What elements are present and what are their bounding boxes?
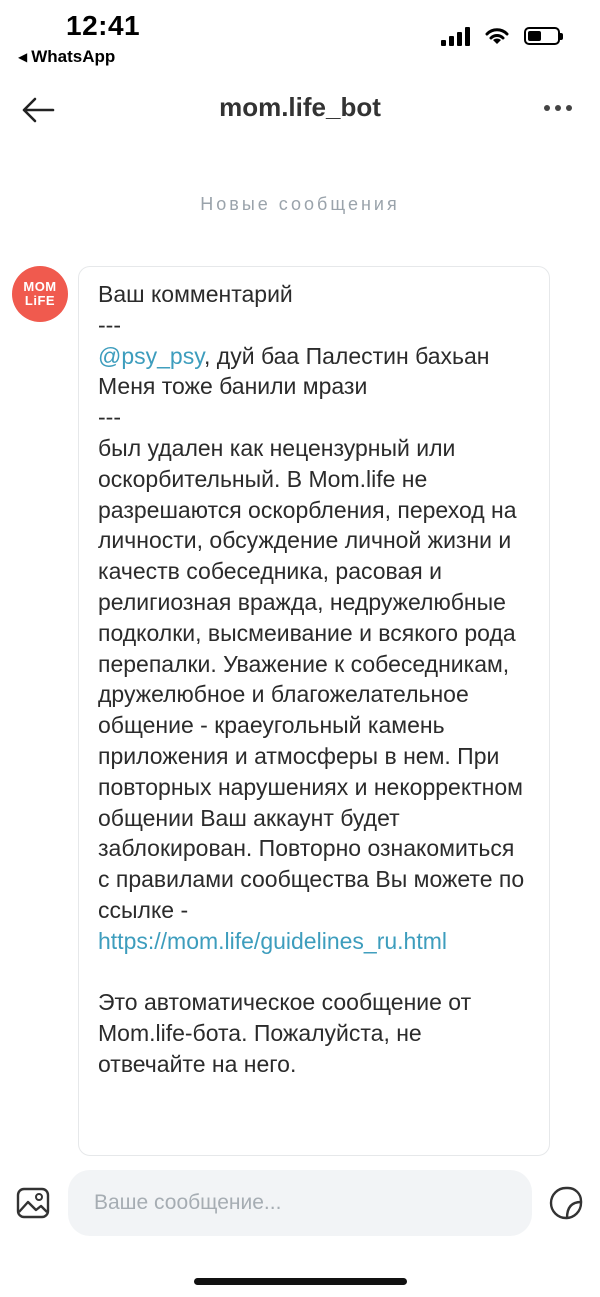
mention-link[interactable]: @psy_psy — [98, 342, 205, 369]
avatar-logo-line1: MOM — [23, 279, 57, 294]
message-separator: --- — [98, 311, 121, 338]
cellular-signal-icon — [441, 26, 470, 46]
attach-image-button[interactable] — [14, 1184, 52, 1222]
message-separator: --- — [98, 404, 121, 431]
message-bubble — [78, 266, 550, 1156]
status-icons — [441, 26, 560, 46]
image-icon — [16, 1187, 50, 1219]
sticker-button[interactable] — [547, 1184, 585, 1222]
message-input[interactable] — [92, 1190, 508, 1216]
message-body: был удален как нецензурный или оскорбительный. В Mom.life не разрешаются оскорбления, переход на личности, обсуждение личной жизни и качеств собеседника, расовая и религиозная вражда, недружелюбные подколки, высмеивание и всякого рода перепалки. Уважение к собеседникам, дружелюбное и благожелательное общение - краеугольный камень приложения и атмосферы в нем. При повторных нарушениях и некорректном общении Ваш аккаунт будет заблокирован. Повторно ознакомиться с правилами сообщества Вы можете по ссылке - — [98, 434, 531, 923]
home-indicator[interactable] — [194, 1278, 407, 1285]
wifi-icon — [484, 26, 510, 46]
message-title: Ваш комментарий — [98, 281, 293, 307]
quoted-comment: , дуй баа Палестин бахьан — [204, 342, 490, 369]
back-triangle-icon: ◀ — [18, 50, 28, 64]
back-app-label: WhatsApp — [31, 47, 116, 66]
back-to-app-link[interactable] — [18, 47, 115, 67]
battery-icon — [524, 27, 560, 45]
status-time: 12:41 — [66, 10, 141, 41]
guidelines-link[interactable]: https://mom.life/guidelines_ru.html — [98, 927, 447, 954]
chat-title: mom.life_bot — [219, 92, 381, 122]
new-messages-divider: Новые сообщения — [200, 194, 400, 214]
message-text — [98, 279, 531, 1080]
quoted-comment-line2: Меня тоже банили мрази — [98, 373, 368, 400]
message-footer: Это автоматическое сообщение от Mom.life-бота. Пожалуйста, не отвечайте на него. — [98, 989, 478, 1077]
avatar-logo-line2: LiFE — [24, 293, 56, 308]
bot-avatar[interactable] — [12, 266, 68, 322]
more-options-button[interactable] — [538, 96, 578, 120]
more-horizontal-icon — [544, 105, 550, 111]
sticker-icon — [548, 1185, 584, 1221]
message-input-container[interactable] — [68, 1170, 532, 1236]
